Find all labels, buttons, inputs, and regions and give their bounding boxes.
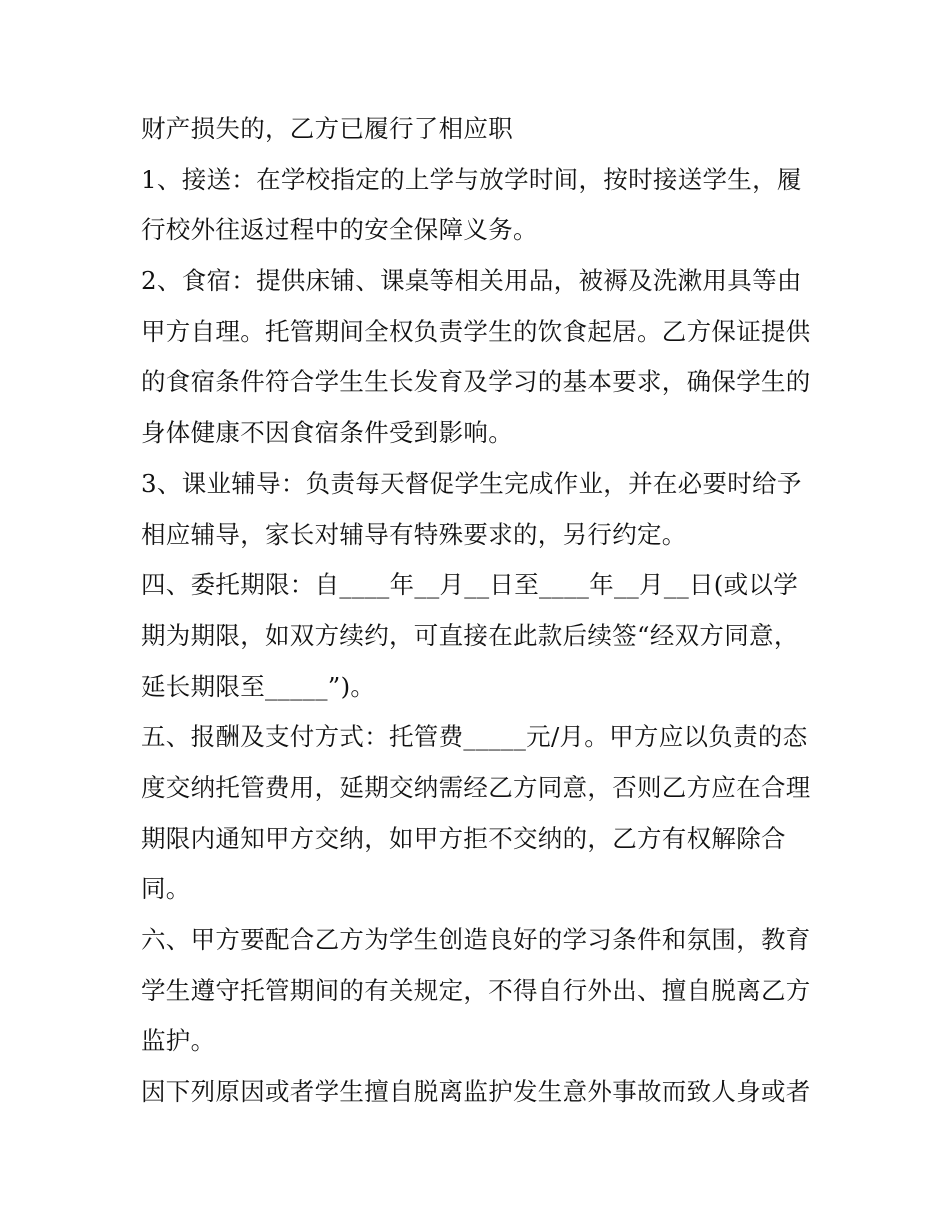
text-line: 监护。 xyxy=(141,1026,216,1056)
text-line: 甲方自理。托管期间全权负责学生的饮食起居。乙方保证提供 xyxy=(141,316,811,346)
text-line: 期为期限，如双方续约，可直接在此款后续签“经双方同意， xyxy=(141,620,799,650)
text-line: 身体健康不因食宿条件受到影响。 xyxy=(141,418,513,448)
text-line: 同。 xyxy=(141,874,191,904)
text-line: 学生遵守托管期间的有关规定，不得自行外出、擅自脱离乙方 xyxy=(141,975,811,1005)
text-line: 因下列原因或者学生擅自脱离监护发生意外事故而致人身或者 xyxy=(141,1077,811,1107)
text-line: 相应辅导，家长对辅导有特殊要求的，另行约定。 xyxy=(141,519,687,549)
document-body xyxy=(141,104,821,1118)
text-line: 2、食宿：提供床铺、课桌等相关用品，被褥及洗漱用具等由 xyxy=(141,266,802,296)
text-line: 行校外往返过程中的安全保障义务。 xyxy=(141,215,538,245)
text-line: 延长期限至_____”)。 xyxy=(141,671,376,701)
text-line: 度交纳托管费用，延期交纳需经乙方同意，否则乙方应在合理 xyxy=(141,772,811,802)
text-line: 1、接送：在学校指定的上学与放学时间，按时接送学生，履 xyxy=(141,164,802,194)
text-line: 期限内通知甲方交纳，如甲方拒不交纳的，乙方有权解除合 xyxy=(141,823,786,853)
text-line: 四、委托期限：自____年__月__日至____年__月__日(或以学 xyxy=(141,570,799,600)
text-line: 财产损失的，乙方已履行了相应职 xyxy=(141,114,513,143)
text-line: 五、报酬及支付方式：托管费_____元/月。甲方应以负责的态 xyxy=(141,722,808,752)
text-line: 的食宿条件符合学生生长发育及学习的基本要求，确保学生的 xyxy=(141,367,811,397)
text-line: 六、甲方要配合乙方为学生创造良好的学习条件和氛围，教育 xyxy=(141,925,811,954)
text-line: 3、课业辅导：负责每天督促学生完成作业，并在必要时给予 xyxy=(141,468,802,498)
